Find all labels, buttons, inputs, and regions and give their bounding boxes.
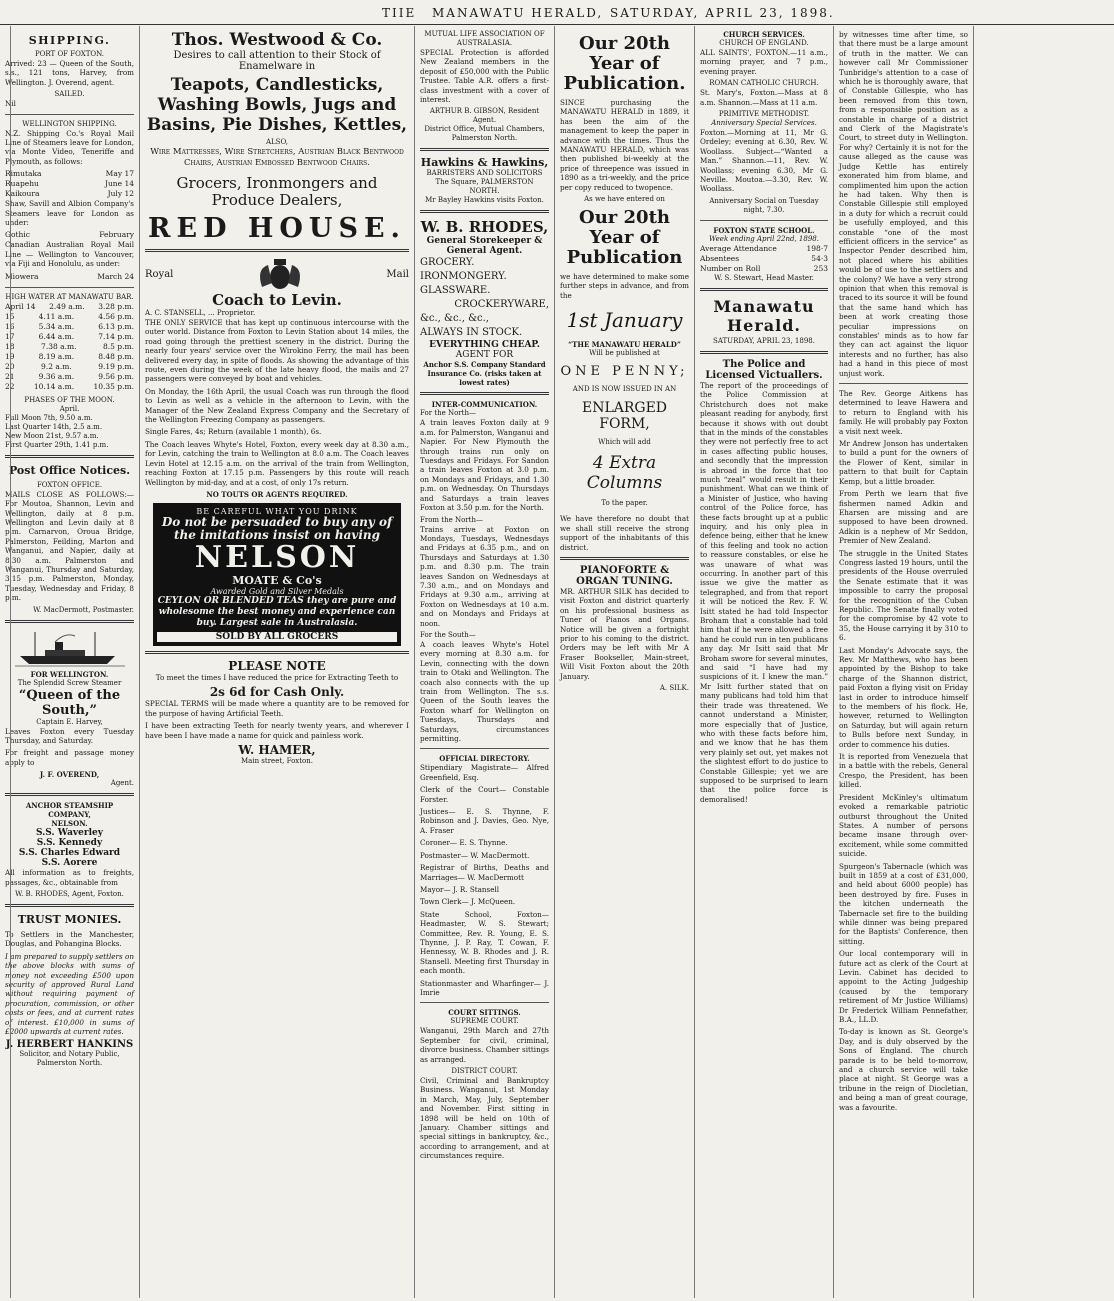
inter-communication-heading: INTER-COMMUNICATION. <box>431 400 538 410</box>
ship-name: S.S. Waverley <box>36 828 103 839</box>
official-directory: OFFICIAL DIRECTORY. <box>439 754 530 764</box>
tide-heading: HIGH WATER AT MANAWATU BAR. <box>5 292 134 301</box>
wire-mattresses: Wire Mattresses, Wire Stretchers, Austrian Black Bentwood Chairs, Austrian Embossed Bentwood Chairs. <box>150 147 404 168</box>
directory-entry: Clerk of the Court— Constable Forster. <box>420 785 549 804</box>
news-item: The struggle in the United States Congress lasted 19 hours, until the presidents of the House overruled the Senate estimate that it was impossible to carry the proposal for the recognition of the Cuban Republic. The Senate finally voted for the compromise by 42 vote to 35, the House carrying it by 310 to 6. <box>839 548 968 643</box>
shipping-heading: SHIPPING. <box>28 34 111 47</box>
coach-text: The Coach leaves Whyte's Hotel, Foxton, every week day at 8.30 a.m., for Levin, catching the train to Wellington at 8.0 a.m. The Coach leaves Levin Hotel at 12.15 a.m. on the arrival of the train from Wellington, reaching Foxton at 17.15 p.m. Passengers by this route will reach Wellington by mid-day, and at a cost, of only 17s return. <box>145 439 409 487</box>
column-1 <box>0 26 140 1298</box>
directory-entry: Justices— E. S. Thynne, F. Robinson and J. Davies, Geo. Nye, A. Fraser <box>420 807 549 835</box>
coach-text: THE ONLY SERVICE that has kept up continuous intercourse with the outer world. Distance from Foxton to Levin Station about 14 miles, the road going through the prettiest scenery in the district. During the nearly four years' service over the Wirokino Ferry, the mail has been delivered every day, in spite of floods. As showing the advantage of this route, even during the week of the late heavy flood, the mails and 27 passengers were conveyed by boat and vehicles. <box>145 318 409 384</box>
wellington-shipping-text: N.Z. Shipping Co.'s Royal Mail Line of Steamers leave for London, via Monte Video, Teneriffe and Plymouth, as follows: <box>5 128 134 166</box>
hamer-address: Main street, Foxton. <box>240 756 313 765</box>
tide-row <box>5 382 134 392</box>
published-at: Will be published at <box>589 349 660 358</box>
canadian-row: Miowera March 24 <box>5 271 134 281</box>
twentieth-year-2: Our 20th Year of Publication <box>566 207 683 269</box>
moon-phase: New Moon 21st, 9.57 a.m. <box>5 431 99 440</box>
roll-row: Number on Roll 253 <box>700 263 828 273</box>
enlarged-form: ENLARGED FORM, <box>581 400 668 433</box>
please-note: PLEASE NOTE <box>228 658 326 673</box>
tide-cell: 19 <box>5 351 15 361</box>
tide-row <box>5 342 134 352</box>
coach-block <box>145 318 409 499</box>
silk-text: MR. ARTHUR SILK has decided to visit Foxton and district quarterly on his professional business as Tuner of Pianos and Organs. Notice will be given a fortnight prior to his coming to the district. Orders may be left with Mr A Fraser Bookseller, Main-street, Will Visit Foxton about the 20th January. <box>560 586 689 681</box>
tide-cell: 2.49 a.m. <box>49 301 85 311</box>
no-touts: NO TOUTS OR AGENTS REQUIRED. <box>206 489 348 499</box>
tide-row <box>5 322 134 332</box>
from-north: From the North— <box>420 515 483 524</box>
hankins-role: Solicitor, and Notary Public, Palmerston North. <box>19 1050 120 1068</box>
directory-entry: Stipendiary Magistrate— Alfred Greenfield, Esq. <box>420 763 549 782</box>
nelson-top: BE CAREFUL WHAT YOU DRINK <box>196 506 358 516</box>
tide-cell: 22 <box>5 381 15 391</box>
coach-text: On Monday, the 16th April, the usual Coach was run through the flood to Levin as well as a vehicle in the afternoon to Levin, with the Manager of the New Zealand Express Company and the Secretary of the Wellington Freezing Company as passengers. <box>145 386 409 425</box>
mutual-heading: MUTUAL LIFE ASSOCIATION OF AUSTRALASIA. <box>424 30 545 47</box>
price-line: 2s 6d for Cash Only. <box>209 685 345 700</box>
arrived-text: Arrived: 23 — Queen of the South, s.s., 121 tons, Harvey, from Wellington. J. Overend, agent. <box>5 59 134 87</box>
news-item: The Rev. George Aitkens has determined to leave Hawera and to return to England with his family. He will probably pay Foxton a visit next week. <box>839 389 968 436</box>
nelson-name: NELSON <box>194 539 360 575</box>
for-south: For the South— <box>420 630 476 639</box>
tide-cell: 10.35 p.m. <box>93 381 134 391</box>
hawkins-visit: Mr Bayley Hawkins visits Foxton. <box>425 196 544 205</box>
teapots-list: Teapots, Candlesticks, Washing Bowls, Jugs and Basins, Pie Dishes, Kettles, <box>146 75 408 135</box>
nelson-tea: CEYLON OR BLENDED TEAS they are pure and wholesome the best money and experience can buy. Largest sale in Australasia. <box>157 595 397 628</box>
grocers-line: Grocers, Ironmongers and Produce Dealers, <box>176 174 378 209</box>
herald-date: SATURDAY, APRIL 23, 1898. <box>713 336 815 345</box>
for-south-text: A coach leaves Whyte's Hotel every morning at 8.30 a.m. for Levin, connecting with the down train to Otaki and Wellington. The coach also connects with the up train from Wellington. The s.s. Queen of the South leaves the Foxton wharf for Wellington on Tuesdays, Thursdays and Saturdays, circumstances permitting. <box>420 639 549 744</box>
post-office-text: MAILS CLOSE AS FOLLOWS:— For Moutoa, Shannon, Levin and Wellington, daily at 8 p.m. Wellington and Levin daily at 8 p.m. Carnarvon, Oroua Bridge, Palmerston, Feilding, Marton and Wanganui, and Napier, daily at 8.30 a.m. Palmerston and Wanganui, Thursday and Saturday, 3.15 p.m. Palmerston, Monday, Tuesday, Wednesday and Friday, 8 p.m. <box>5 489 134 603</box>
st-marys: St. Mary's, Foxton.—Mass at 8 a.m. Shannon.—Mass at 11 a.m. <box>700 88 828 107</box>
article-text: by witnesses time after time, so that there must be a large amount of truth in the matter. We can however call Mr Commissioner Tunbridge's attention to a case of which he is thoroughly aware, that of Constable Gillespie, who has been removed from this town, from a responsible position as a constable in charge of a district and Clerk of the Magistrate's Court, to street duty in Wellington. For why? Certainly it is not for the cause alleged as the cause was Judge Kettle has entirely exonerated him from blame, and complimented him upon the action he had taken. Why then is Constable Gillespie still employed in a duty for which a recruit could be usefully employed, and this constable “one of the most efficient officers in the service” as Inspector Pender described him, not placed where his abilities would be of use to the settlers and the colony? We have a very strong opinion that when this removal is traced to its source it will be found that the same hand which has been at work creating those peculiar impressions on constables' minds as to how far they can act against the liquor interests and no further, has also had a hand in this piece of most unjust work. <box>839 30 968 378</box>
tide-cell: 7.14 p.m. <box>98 331 134 341</box>
news-item: Mr Andrew Jonson has undertaken to build a punt for the owners of the Flower of Kent, similar in pattern to that built for Captain Kemp, but a little broader. <box>839 439 968 486</box>
tide-cell: 9.56 p.m. <box>98 371 134 381</box>
primitive-methodist: PRIMITIVE METHODIST. <box>718 110 810 119</box>
steamship-icon <box>15 628 125 668</box>
anchor-heading: ANCHOR STEAMSHIP COMPANY, <box>25 801 114 820</box>
gibson-agent: ARTHUR B. GIBSON, Resident Agent. <box>429 107 540 125</box>
tide-row <box>5 332 134 342</box>
moon-phase: Full Moon 7th, 9.50 a.m. <box>5 413 93 422</box>
directory-entry: State School, Foxton— Headmaster, W. S. Stewart; Committee, Rev. R. Young, E. S. Thynne, J. P. Ray, T. Cowan, F. Hennessy, W. B. Rhodes and J. R. Stansell. Meeting first Thursday in each month. <box>420 909 549 976</box>
trust-sub: To Settlers in the Manchester, Douglas, and Pohangina Blocks. <box>5 930 134 949</box>
rhodes-heading: W. B. RHODES, <box>420 218 549 237</box>
special-terms: SPECIAL TERMS will be made where a quantity are to be removed for the purpose of having Artificial Teeth. <box>145 699 409 718</box>
rhodes-item: IRONMONGERY. <box>420 271 507 283</box>
masthead <box>0 0 1114 25</box>
for-north: For the North— <box>420 409 476 418</box>
agent-for: AGENT FOR <box>455 350 514 361</box>
hamer-name: W. HAMER, <box>238 742 316 757</box>
steamship-illustration <box>5 628 134 668</box>
nelson-dont: Do not be persuaded to buy any of the imitations insist on having <box>161 514 393 542</box>
herald-title: Manawatu Herald. <box>713 296 815 335</box>
stansell-proprietor: A. C. STANSELL, ... Proprietor. <box>145 309 256 317</box>
shaw-savill-text: Shaw, Savill and Albion Company's Steamers leave for London as under: <box>5 199 134 228</box>
overend-role: Agent. <box>110 779 134 788</box>
for-north-text: A train leaves Foxton daily at 9 a.m. for Palmerston, Wanganui and Napier. For New Plymouth the through trains run only on Tuesdays and Fridays. For Sandon a train leaves Foxton at 3.0 p.m. on Mondays and Fridays, and 1.30 p.m. on Wednesday. On Thursdays and Saturdays a train leaves Foxton at 3.50 p.m. for the North. <box>420 418 549 513</box>
masthead-title: MANAWATU HERALD, <box>432 6 604 20</box>
masthead-the: TIIE <box>382 6 417 20</box>
since-text: SINCE purchasing the MANAWATU HERALD in 1889, it has been the aim of the management to keep the paper in advance with the times. Thus the MANAWATU HERALD, which was then published bi-weekly at the price of threepence was issued in 1890 as a tri-weekly, and the price per copy reduced to twopence. <box>560 98 689 192</box>
head-master: W. S. Stewart, Head Master. <box>714 273 814 282</box>
please-text: To meet the times I have reduced the price for Extracting Teeth to <box>155 672 399 682</box>
tide-row <box>5 302 134 312</box>
attendance-row: Average Attendance 198·7 <box>700 243 828 253</box>
tide-row <box>5 352 134 362</box>
tide-cell: 17 <box>5 331 15 341</box>
social: Anniversary Social on Tuesday night, 7.30. <box>709 196 819 214</box>
supreme-court: SUPREME COURT. <box>450 1017 519 1026</box>
school-heading: FOXTON STATE SCHOOL. <box>713 225 815 235</box>
column-5 <box>695 26 834 1298</box>
ship-name: S.S. Aorere <box>41 858 98 869</box>
extracting-text: I have been extracting Teeth for nearly twenty years, and wherever I have been I have made a name for quick and painless work. <box>145 721 409 740</box>
news-item: To-day is known as St. George's Day, and is duly observed by the Sons of England. The church parade is to be held to-morrow, and a church service will take place at night. St George was a tribune in the reign of Diocletian, and being a man of great courage, was a favourite. <box>839 1027 968 1112</box>
nelson-moate: MOATE & Co's <box>232 573 322 587</box>
nelson-award: Awarded Gold and Silver Medals <box>210 586 344 596</box>
hankins-name: J. HERBERT HANKINS <box>5 1039 134 1051</box>
coach-heading: Coach to Levin. <box>212 291 342 309</box>
column-3 <box>415 26 555 1298</box>
ship-name: S.S. Charles Edward <box>18 848 121 859</box>
supreme-text: Wanganui, 29th March and 27th September for civil, criminal, divorce business. Chamber sittings as arranged. <box>420 1026 549 1064</box>
herald-quote: “THE MANAWATU HERALD” <box>568 340 681 350</box>
tide-cell: 4.56 p.m. <box>98 311 134 321</box>
post-office-sub: FOXTON OFFICE. <box>36 480 103 489</box>
tide-cell: 16 <box>5 321 15 331</box>
sailing-row: Ruapehu June 14 <box>5 179 134 189</box>
tide-cell: 3.28 p.m. <box>98 301 134 311</box>
directory-entry: Postmaster— W. MacDermott. <box>420 850 530 860</box>
canadian-text: Canadian Australian Royal Mail Line — Wellington to Vancouver, via Fiji and Honolulu, as under: <box>5 240 134 269</box>
mutual-text: SPECIAL Protection is afforded New Zealand members in the deposit of £50,000 with the Public Trustee. Table A.R. offers a first-class investment with a cover of interest. <box>420 48 549 105</box>
ship-name: S.S. Kennedy <box>36 838 103 849</box>
sailing-row: Rimutaka May 17 <box>5 169 134 179</box>
absentees-row: Absentees 54·3 <box>700 253 828 263</box>
rhodes-sub: General Storekeeper & General Agent. <box>426 236 543 257</box>
determined-text: we have determined to make some further steps in advance, and from the <box>560 272 689 300</box>
tide-cell: 8.5 p.m. <box>102 341 134 351</box>
westwood-desires: Desires to call attention to their Stock of Enamelware in <box>173 50 381 72</box>
shaw-row: Gothic February <box>5 230 134 240</box>
news-item: From Perth we learn that five fishermen named Adkin and Eharsen are missing and are supposed to have been drowned. Adkin is a nephew of Mr Seddon, Premier of New Zealand. <box>839 489 968 546</box>
royal-coat-of-arms-icon <box>250 257 310 291</box>
district-text: Civil, Criminal and Bankruptcy Business. Wanganui, 1st Monday in March, May, July, September and November. First sitting in 1898 will be held on 10th of January. Chamber sittings and special sittings in bankruptcy, &c., according to arrangement, and at circumstances require. <box>420 1076 549 1161</box>
steamer-name: “Queen of the South,” <box>18 687 121 718</box>
police-text: The report of the proceedings of the Police Commission at Christchurch does not make pleasant reading for anybody, first because it shows with out doubt that in the minds of the constables they were not perfectly free to act in cases affecting public houses, and secondly that the impression is abroad in the force that too much “zeal” would result in their punishment. What can we think of a Minister of Justice, who having control of the Police force, has these facts brought up at a public inquiry, and his only plea in defence being, either that he knew of this feeling and took no action to reassure constables, or else he was unaware of what was occurring. In another part of this issue we give the matter as telegraphed, and from that report it will be noticed the Rev. F. W. Isitt stated he had told Inspector Broham that a constable had told him that if he were allowed a free hand he could run in ten publicans any day. Mr Isitt said that Mr Broham swore for several minutes, and said “I have had my suspicions of it. I knew the man.” Mr Isitt further stated that on many publicans had told him that their trade was threatened. We cannot understand a Minister, more especially that of Justice, who with these facts before him, and we know that he has them very plainly set out, yet makes not the slightest effort to do justice to Constable Gillespie; yet we are supposed to be surprised to learn that the police force is demoralised! <box>700 380 828 804</box>
coach-texts <box>145 318 409 499</box>
moon-month: April. <box>59 404 80 413</box>
all-saints: ALL SAINTS', FOXTON.—11 a.m., morning prayer, and 7 p.m., evening prayer. <box>700 48 828 76</box>
tide-table <box>5 302 134 392</box>
tide-cell: 15 <box>5 311 15 321</box>
as-we-have: As we have entered on <box>584 195 665 204</box>
directory-entry: Coroner— E. S. Thynne. <box>420 838 508 848</box>
tide-cell: 9.19 p.m. <box>98 361 134 371</box>
trust-monies-heading: TRUST MONIES. <box>17 913 122 926</box>
hawkins-heading: Hawkins & Hawkins, <box>420 156 549 170</box>
for-wellington-heading: FOR WELLINGTON. <box>30 669 109 679</box>
tide-row <box>5 362 134 372</box>
mail-label: Mail <box>386 268 409 280</box>
tide-cell: 4.11 a.m. <box>38 311 75 321</box>
news-item: Last Monday's Advocate says, the Rev. Mr Matthews, who has been appointed by the Bishop to take charge of the Shannon district, paid Foxton a flying visit on Friday last in order to introduce himself to the members of his flock. He, however, returned to Wellington on Saturday, but will again return to Bulls before next Sunday, in order to commence his duties. <box>839 645 968 749</box>
news-item: Spurgeon's Tabernacle (which was built in 1859 at a cost of £31,000, and held about 6000 people) has been destroyed by fire. Fuses in the kitchen underneath the Tabernacle set fire to the building while dinner was being prepared for the Baptists' Conference, then sitting. <box>839 861 968 946</box>
anniversary: Anniversary Special Services. <box>711 119 817 128</box>
also-label: ALSO, <box>265 138 289 146</box>
one-penny: ONE PENNY; <box>560 364 689 380</box>
fares-text: Single Fares, 4s; Return (available 1 month), 6s. <box>145 427 322 437</box>
issued-in: AND IS NOW ISSUED IN AN <box>572 385 677 394</box>
news-item: It is reported from Venezuela that in a battle with the rebels, General Crespo, the President, has been killed. <box>839 752 968 790</box>
column-4 <box>555 26 695 1298</box>
gibson-address: District Office, Mutual Chambers, Palmerston North. <box>424 125 545 143</box>
royal-label: Royal <box>145 268 174 280</box>
extra-columns: 4 Extra Columns <box>586 453 663 494</box>
nelson-sold: SOLD BY ALL GROCERS <box>157 632 397 642</box>
to-the-paper: To the paper. <box>601 499 648 508</box>
directory-entry: Mayor— J. R. Stansell <box>420 884 500 894</box>
directory-entry: Registrar of Births, Deaths and Marriages— W. MacDermott <box>420 863 549 882</box>
tide-cell: 8.48 p.m. <box>98 351 134 361</box>
sailed-text: Nil <box>5 99 16 109</box>
which-will-add: Which will add <box>598 438 651 447</box>
anchor-text: All information as to freights, passages, &c., obtainable from <box>5 868 134 887</box>
tide-cell: 18 <box>5 341 15 351</box>
moon-phase: First Quarter 29th, 1.41 p.m. <box>5 440 109 449</box>
tide-row <box>5 312 134 322</box>
royal-mail-row <box>145 257 409 291</box>
police-heading: The Police and Licensed Victuallers. <box>705 358 823 381</box>
moon-heading: PHASES OF THE MOON. <box>24 395 115 404</box>
tide-cell: 9.36 a.m. <box>38 371 75 381</box>
news-item: Our local contemporary will in future act as clerk of the Court at Levin. Cabinet has decided to appoint to the Acting Judgeship (caused by the temporary retirement of Mr Justice Williams) Dr Frederick William Pennefather, B.A., LL.D. <box>839 949 968 1025</box>
rhodes-item: &c., &c., &c., <box>420 313 489 325</box>
anchor-town: NELSON. <box>51 819 88 829</box>
anchor-insurance: Anchor S.S. Company Standard Insurance Co. (risks taken at lowest rates) <box>423 360 546 388</box>
rhodes-item: GROCERY. <box>420 257 475 269</box>
hope-text: We have therefore no doubt that we shall still receive the strong support of the inhabitants of this district. <box>560 514 689 552</box>
everything-cheap: EVERYTHING CHEAP. <box>429 340 540 351</box>
directory-entry: Town Clerk— J. McQueen. <box>420 897 516 907</box>
always-in-stock: ALWAYS IN STOCK. <box>420 327 523 339</box>
tide-cell: 20 <box>5 361 15 371</box>
silk-signature: A. SILK. <box>659 683 689 692</box>
sailed-heading: SAILED. <box>54 90 85 99</box>
masthead-date: SATURDAY, APRIL 23, 1898. <box>610 6 835 20</box>
hawkins-sub: BARRISTERS AND SOLICITORS <box>426 169 543 178</box>
church-services: CHURCH SERVICES. <box>723 30 805 39</box>
post-office-heading: Post Office Notices. <box>8 463 131 477</box>
wellington-shipping-heading: WELLINGTON SHIPPING. <box>22 119 117 128</box>
rhodes-item: CROCKERYWARE, <box>454 299 549 311</box>
tide-cell: 10.14 a.m. <box>33 381 75 391</box>
tide-cell: 6.44 a.m. <box>38 331 75 341</box>
piano-heading: PIANOFORTE & ORGAN TUNING. <box>576 564 673 587</box>
sailing-row: Kaikoura July 12 <box>5 189 134 199</box>
tide-cell: 7.38 a.m. <box>41 341 77 351</box>
moon-phase: Last Quarter 14th, 2.5 a.m. <box>5 422 103 431</box>
nelson-tea-advertisement <box>153 503 401 646</box>
freight-text: For freight and passage money apply to <box>5 748 134 767</box>
directory-entry: Stationmaster and Wharfinger— J. Imrie <box>420 978 549 997</box>
anchor-agent: W. B. RHODES, Agent, Foxton. <box>15 890 124 898</box>
column-6 <box>834 26 974 1298</box>
first-january: 1st January <box>566 308 683 333</box>
column-8 <box>0 26 10 1298</box>
tide-cell: 6.13 p.m. <box>98 321 134 331</box>
week-ending: Week ending April 22nd, 1898. <box>709 234 819 243</box>
port-heading: PORT OF FOXTON. <box>34 50 105 58</box>
tide-cell: 9.2 a.m. <box>41 361 72 371</box>
hawkins-address: The Square, PALMERSTON NORTH. <box>435 178 534 196</box>
court-sittings: COURT SITTINGS. <box>448 1008 521 1018</box>
red-house: RED HOUSE. <box>148 213 406 244</box>
news-item: President McKinley's ultimatum evoked a remarkable patriotic outburst throughout the United States. A number of persons became insane through over-excitement, while some committed suicide. <box>839 792 968 859</box>
overend-agent: J. F. OVEREND, <box>39 770 100 780</box>
leaves-text: Leaves Foxton every Tuesday Thursday, and Saturday. <box>5 726 134 745</box>
twentieth-year: Our 20th Year of Publication. <box>563 33 686 94</box>
tide-cell: 8.19 a.m. <box>38 351 75 361</box>
tide-cell: April 14 <box>5 301 36 311</box>
district-court: DISTRICT COURT. <box>451 1067 518 1075</box>
westwood-heading: Thos. Westwood & Co. <box>171 30 383 50</box>
from-north-text: Trains arrive at Foxton on Mondays, Tuesdays, Wednesdays and Fridays at 6.35 p.m., and on Thursdays and Saturdays at 1.30 p.m. and 8.30 p.m. The train leaves Sandon on Wednesdays at 7.30 a.m., and on Mondays and Fridays at 9.30 a.m., arriving at Foxton on Wednesdays at 10 a.m. and on Mondays and Fridays at noon. <box>420 524 549 628</box>
steamer-intro: The Splendid Screw Steamer <box>17 678 122 687</box>
captain: Captain E. Harvey, <box>36 717 103 726</box>
tide-cell: 5.34 a.m. <box>38 321 75 331</box>
catholic: ROMAN CATHOLIC CHURCH. <box>709 79 819 88</box>
rhodes-item: GLASSWARE. <box>420 285 491 297</box>
tide-row <box>5 372 134 382</box>
trust-text: I am prepared to supply settlers on the above blocks with sums of money not exceeding £500 upon security of approved Rural Land without requiring payment of procuration, commission, or other costs or fees, and at current rates of interest. £10,000 in sums of £2000 upwards at current rates. <box>5 951 134 1037</box>
church-of-england: CHURCH OF ENGLAND. <box>719 39 809 47</box>
methodist-text: Foxton.—Morning at 11, Mr G. Ordeley; evening at 6.30, Rev. W. Woollass. Subject—“Wanted a Man.” Shannon.—11, Rev. W. Woollass; evening 6.30, Mr G. Neville. Moutoa.—3.30, Rev. W. Woollass. <box>700 128 828 194</box>
tide-cell: 21 <box>5 371 15 381</box>
column-2 <box>140 26 415 1298</box>
postmaster: W. MacDermott, Postmaster. <box>33 605 134 614</box>
